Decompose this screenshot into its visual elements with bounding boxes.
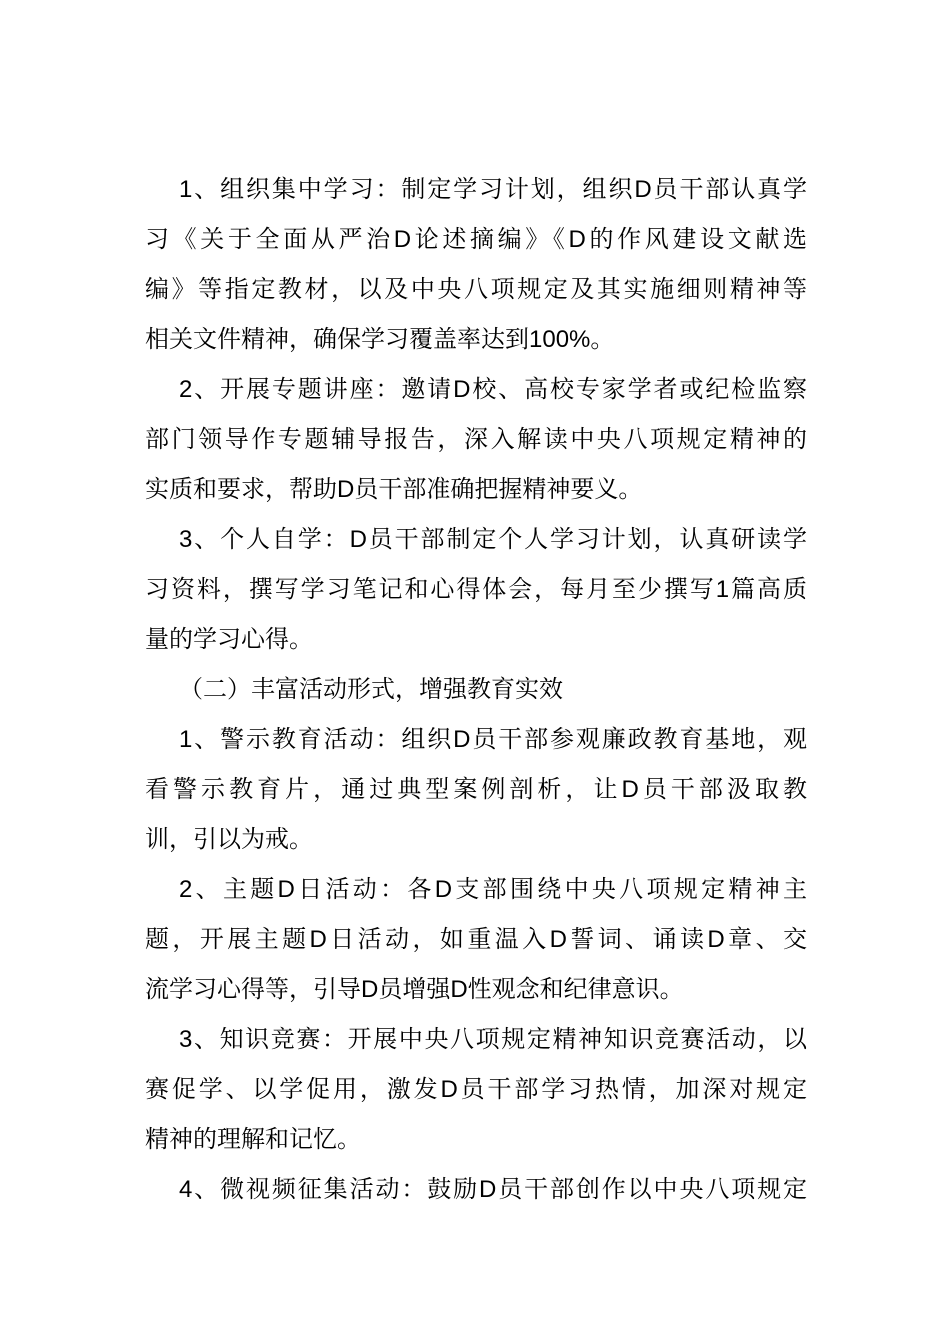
paragraph [145, 515, 807, 665]
text-line: 训，引以为戒。 [145, 826, 313, 853]
text-line: 赛促学、以学促用，激发D员干部学习热情，加深对规定 [145, 1076, 807, 1103]
text-line: 相关文件精神，确保学习覆盖率达到100%。 [145, 326, 615, 353]
text-line: 习资料，撰写学习笔记和心得体会，每月至少撰写1篇高质 [145, 576, 807, 603]
paragraph [145, 1165, 807, 1215]
text-line: 实质和要求，帮助D员干部准确把握精神要义。 [145, 476, 643, 503]
paragraph [145, 715, 807, 865]
text-line: 看警示教育片，通过典型案例剖析，让D员干部汲取教 [145, 776, 807, 803]
paragraph [145, 165, 807, 365]
text-line: （二）丰富活动形式，增强教育实效 [179, 676, 563, 703]
text-line: 2、主题D日活动：各D支部围绕中央八项规定精神主 [179, 876, 807, 903]
text-line: 3、知识竞赛：开展中央八项规定精神知识竞赛活动，以 [179, 1026, 807, 1053]
text-line: 习《关于全面从严治D论述摘编》《D的作风建设文献选 [145, 226, 807, 253]
text-line: 编》等指定教材，以及中央八项规定及其实施细则精神等 [145, 276, 807, 303]
text-line: 精神的理解和记忆。 [145, 1126, 361, 1153]
text-line: 4、微视频征集活动：鼓励D员干部创作以中央八项规定 [179, 1176, 807, 1203]
text-line: 2、开展专题讲座：邀请D校、高校专家学者或纪检监察 [179, 376, 807, 403]
paragraph [145, 865, 807, 1015]
paragraph [145, 365, 807, 515]
text-line: 量的学习心得。 [145, 626, 313, 653]
text-line: 流学习心得等，引导D员增强D性观念和纪律意识。 [145, 976, 684, 1003]
text-line: 部门领导作专题辅导报告，深入解读中央八项规定精神的 [145, 426, 807, 453]
text-line: 3、个人自学：D员干部制定个人学习计划，认真研读学 [179, 526, 807, 553]
text-line: 1、警示教育活动：组织D员干部参观廉政教育基地，观 [179, 726, 807, 753]
text-line: 题，开展主题D日活动，如重温入D誓词、诵读D章、交 [145, 926, 807, 953]
document-body [145, 165, 807, 1215]
paragraph [145, 1015, 807, 1165]
text-line: 1、组织集中学习：制定学习计划，组织D员干部认真学 [179, 176, 807, 203]
section-heading [145, 665, 807, 715]
